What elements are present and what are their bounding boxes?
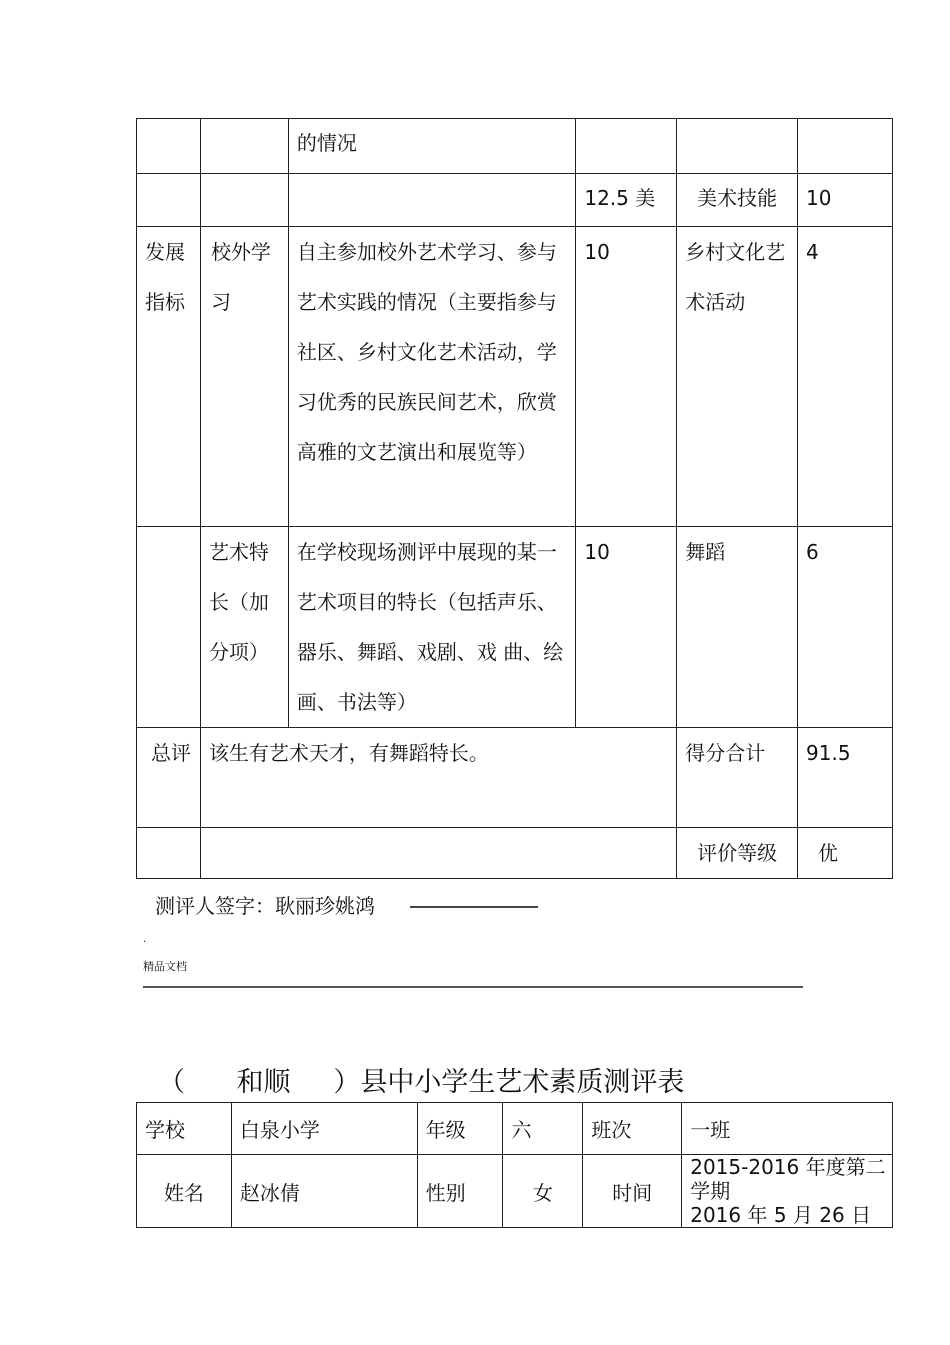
project-cell: 美术技能 bbox=[677, 174, 798, 227]
subcategory-cell: 艺术特长（加分项） bbox=[200, 527, 288, 728]
name-value: 赵冰倩 bbox=[231, 1155, 417, 1228]
class-label: 班次 bbox=[583, 1103, 682, 1155]
table-row bbox=[137, 527, 893, 728]
watermark-text: 精品文档 bbox=[143, 960, 187, 973]
time-value bbox=[682, 1155, 893, 1228]
grade-value: 优 bbox=[798, 828, 893, 879]
points-cell: 6 bbox=[798, 527, 893, 728]
grade-value: 六 bbox=[503, 1103, 583, 1155]
evaluation-table-continued bbox=[136, 118, 893, 879]
item-description: 的情况 bbox=[288, 119, 576, 174]
table-row bbox=[137, 1155, 893, 1228]
subcategory-cell: 校外学习 bbox=[200, 227, 288, 527]
page-title: （ 和顺 ）县中小学生艺术素质测评表 bbox=[158, 1067, 685, 1098]
dot-mark: . bbox=[143, 934, 147, 945]
item-description: 在学校现场测评中展现的某一艺术项目的特长（包括声乐、器乐、舞蹈、戏剧、戏 曲、绘画、书法等） bbox=[288, 527, 576, 728]
points-cell: 10 bbox=[798, 174, 893, 227]
class-value: 一班 bbox=[682, 1103, 893, 1155]
grade-label: 评价等级 bbox=[677, 828, 798, 879]
table-row bbox=[137, 119, 893, 174]
total-score: 91.5 bbox=[798, 728, 893, 828]
summary-label: 总评 bbox=[137, 728, 201, 828]
table-row bbox=[137, 728, 893, 828]
student-info-table bbox=[136, 1102, 893, 1228]
category-cell: 发展指标 bbox=[137, 227, 201, 527]
gender-value: 女 bbox=[503, 1155, 583, 1228]
signature-line bbox=[410, 906, 538, 908]
term-text: 2015-2016 年度第二学期 bbox=[690, 1155, 886, 1203]
table-row bbox=[137, 174, 893, 227]
project-cell: 乡村文化艺术活动 bbox=[677, 227, 798, 527]
date-text: 2016 年 5 月 26 日 bbox=[690, 1203, 872, 1227]
item-description: 自主参加校外艺术学习、参与艺术实践的情况（主要指参与社区、乡村文化艺术活动，学习优秀的民族民间艺术，欣赏高雅的文艺演出和展览等） bbox=[288, 227, 576, 527]
total-label: 得分合计 bbox=[677, 728, 798, 828]
score-cell: 10 bbox=[576, 227, 677, 527]
grade-label: 年级 bbox=[417, 1103, 503, 1155]
gender-label: 性别 bbox=[417, 1155, 503, 1228]
evaluator-signature: 测评人签字：耿丽珍姚鸿 bbox=[155, 894, 375, 918]
score-cell: 10 bbox=[576, 527, 677, 728]
table-row bbox=[137, 227, 893, 527]
name-label: 姓名 bbox=[137, 1155, 232, 1228]
points-cell: 4 bbox=[798, 227, 893, 527]
time-label: 时间 bbox=[583, 1155, 682, 1228]
project-cell: 舞蹈 bbox=[677, 527, 798, 728]
table-row bbox=[137, 1103, 893, 1155]
school-label: 学校 bbox=[137, 1103, 232, 1155]
summary-comment: 该生有艺术天才，有舞蹈特长。 bbox=[200, 728, 676, 828]
table-row bbox=[137, 828, 893, 879]
score-cell: 12.5 美 bbox=[576, 174, 677, 227]
page-divider bbox=[143, 986, 803, 988]
school-value: 白泉小学 bbox=[231, 1103, 417, 1155]
